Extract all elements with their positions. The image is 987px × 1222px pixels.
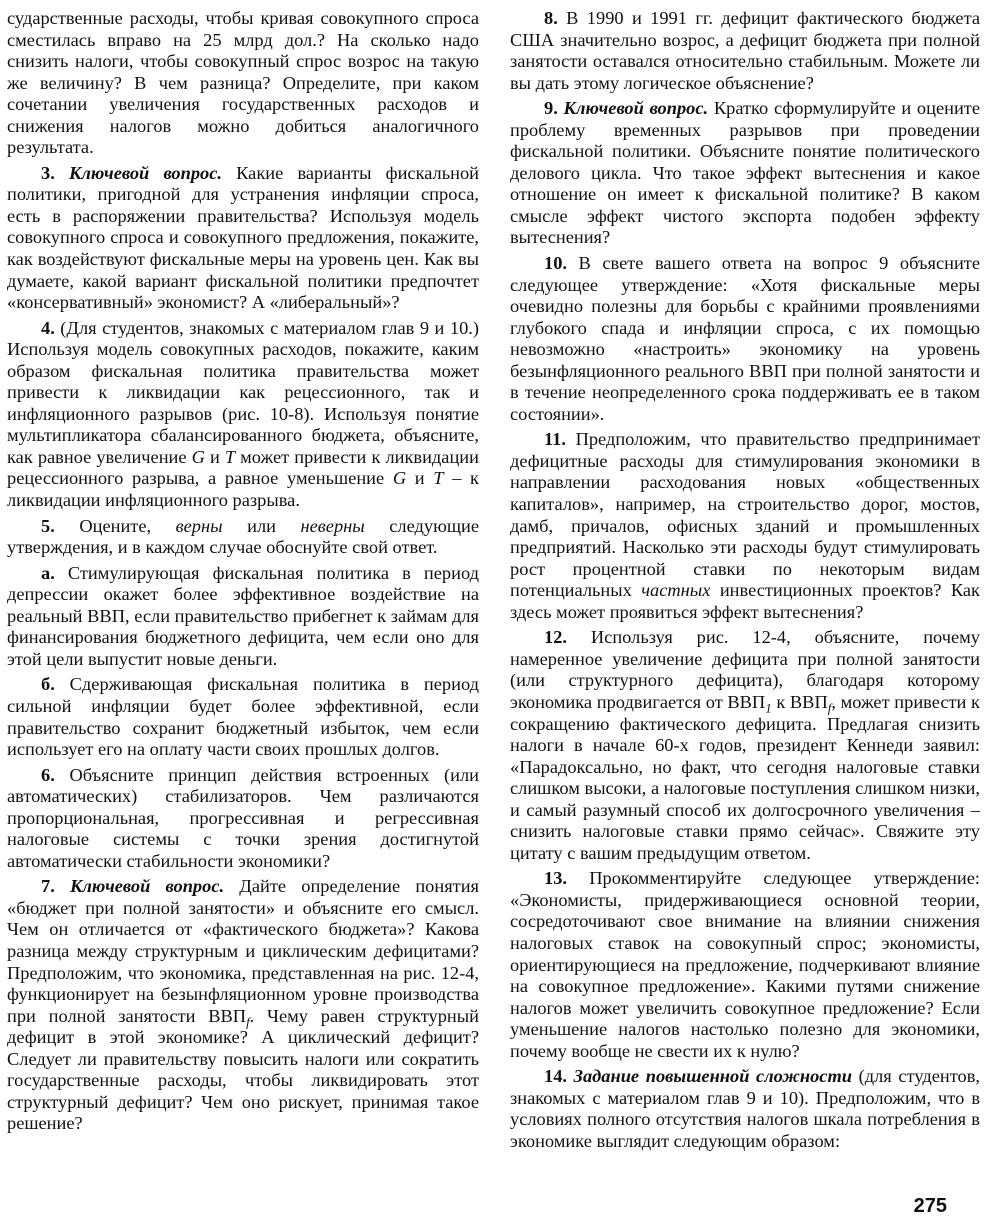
question-number: 9. — [544, 98, 558, 119]
question-5a: а. Стимулирующая фискальная политика в период депрессии окажет более эффективное воздействие на реальный ВВП, если правительство прибегнет к займам для финансирования бюджетного дефицита, чем если оно для этой цели выпустит новые деньги. — [7, 562, 479, 669]
key-question-label: Ключевой вопрос. — [68, 162, 222, 183]
question-9: 9. Ключевой вопрос. Кратко сформулируйте и оцените проблему временных разрывов при проведении фискальной политики. Объясните понятие политического делового цикла. Что такое эффект вытеснения и какое отношение он имеет к фискальной политике? В каком смысле эффект чистого экспорта подобен эффекту вытеснения? — [510, 98, 980, 248]
left-column — [7, 8, 479, 1139]
question-number: 14. — [544, 1066, 567, 1087]
question-number: 8. — [544, 8, 558, 28]
question-5: 5. Оцените, верны или неверны следующие утверждения, и в каждом случае обоснуйте свой ответ. — [7, 515, 479, 558]
subquestion-letter: а. — [41, 562, 55, 583]
question-7: 7. Ключевой вопрос. Дайте определение понятия «бюджет при полной занятости» и объясните его смысл. Чем он отличается от «фактического бюджета»? Какова разница между структурным и циклическим дефицитами? Предположим, что экономика, представленная на рис. 12-4, функционирует на безынфляционном уровне производства при полной занятости $ВВП_f$. Чему равен структурный дефицит в этой экономике? А циклический дефицит? Следует ли правительству повысить налоги или сократить государственные расходы, чтобы ликвидировать этот структурный дефицит? Чем оно рискует, принимая такое решение? — [7, 876, 480, 1134]
key-question-label: Ключевой вопрос. — [70, 876, 225, 897]
question-8: 8. В 1990 и 1991 гг. дефицит фактического бюджета США значительно возрос, а дефицит бюджета при полной занятости оставался относительно стабильным. Можете ли вы дать этому логическое объяснение? — [510, 8, 980, 93]
question-number: 11. — [544, 429, 566, 450]
page-number: 275 — [913, 1195, 947, 1217]
question-number: 5. — [41, 515, 55, 536]
paragraph-continuation: сударственные расходы, чтобы кривая совокупного спроса сместилась вправо на 25 млрд дол.? На сколько надо снизить налоги, чтобы совокупный спрос возрос на такую же величину? В чем разница? Определите, при каком сочетании увеличения государственных расходов и снижения налогов можно добиться аналогичного результата. — [7, 8, 479, 158]
question-number: 7. — [41, 876, 55, 897]
right-column — [510, 8, 980, 1156]
question-13: 13. Прокомментируйте следующее утверждение: «Экономисты, придерживающиеся основной теории, сосредоточивают свое внимание на влиянии снижения налоговых ставок на совокупный спрос; экономисты, ориентирующиеся на предложение, подчеркивают влияние на совокупное предложение». Какими путями снижение налогов может увеличить совокупное предложение? Если уменьшение налогов настолько полезно для экономики, почему вообще не свести их к нулю? — [510, 868, 980, 1061]
question-number: 12. — [544, 627, 567, 648]
question-4: 4. (Для студентов, знакомых с материалом глав 9 и 10.) Используя модель совокупных расходов, покажите, каким образом фискальная политика правительства может привести к ликвидации как рецессионного, так и инфляционного разрывов (рис. 10-8). Используя понятие мультипликатора сбалансированного бюджета, объясните, как равное увеличение G и T может привести к ликвидации рецессионного разрыва, а равное уменьшение G и T – к ликвидации инфляционного разрыва. — [7, 317, 479, 511]
question-number: 4. — [41, 317, 55, 338]
question-11: 11. Предположим, что правительство предпринимает дефицитные расходы для стимулирования экономики в направлении расходования новых «общественных капиталов», например, на строительство дорог, мостов, дамб, причалов, офисных зданий и промышленных предприятий. Насколько эти расходы будут стимулировать рост процентной ставки по некоторым видам потенциальных частных инвестиционных проектов? Как здесь может проявиться эффект вытеснения? — [510, 429, 980, 622]
advanced-task-label: Задание повышенной сложности — [573, 1066, 853, 1087]
question-12: 12. Используя рис. 12-4, объясните, почему намеренное увеличение дефицита при полной занятости (или структурного дефицита), благодаря которому экономика продвигается от $ВВП_1$ к $ВВП_f$, может привести к сокращению фактического дефицита. Предлагая снизить налоги в начале 60-х годов, президент Кеннеди заявил: «Парадоксально, но факт, что сегодня налоговые ставки слишком высоки, а налоговые поступления слишком низки, и самый разумный способ их долгосрочного увеличения – снизить налоговые ставки прямо сейчас». Свяжите эту цитату с вашим предыдущим ответом. — [510, 627, 980, 863]
question-number: 10. — [544, 253, 567, 274]
subquestion-letter: б. — [41, 674, 55, 695]
question-5b: б. Сдерживающая фискальная политика в период сильной инфляции будет более эффективной, если правительство сохранит бюджетный избыток, чем если использует его на оплату части своих прошлых долгов. — [7, 674, 479, 760]
question-number: 13. — [544, 868, 567, 889]
question-3: 3. Ключевой вопрос. Какие варианты фискальной политики, пригодной для устранения инфляции спроса, есть в распоряжении правительства? Используя модель совокупного спроса и совокупного предложения, покажите, как воздействуют фискальные меры на уровень цен. Как вы думаете, какой вариант фискальной политики предпочтет «консервативный» экономист? А «либеральный»? — [7, 162, 479, 313]
question-6: 6. Объясните принцип действия встроенных (или автоматических) стабилизаторов. Чем различаются пропорциональная, прогрессивная и регрессивная налоговые системы с точки зрения достигнутой автоматически стабильности экономики? — [7, 764, 479, 871]
question-number: 6. — [41, 764, 55, 785]
question-10: 10. В свете вашего ответа на вопрос 9 объясните следующее утверждение: «Хотя фискальные меры очевидно полезны для борьбы с крайними проявлениями глубокого спада и инфляции спроса, с их помощью невозможно «настроить» экономику на уровень безынфляционного реального ВВП при полной занятости и в течение неопределенного срока поддерживать ее в таком состоянии». — [510, 253, 980, 424]
question-number: 3. — [41, 162, 55, 183]
question-14: 14. Задание повышенной сложности (для студентов, знакомых с материалом глав 9 и 10). Предположим, что в условиях полного отсутствия налогов шкала потребления в экономике выглядит следующим образом: — [510, 1066, 980, 1151]
key-question-label: Ключевой вопрос. — [563, 98, 709, 119]
